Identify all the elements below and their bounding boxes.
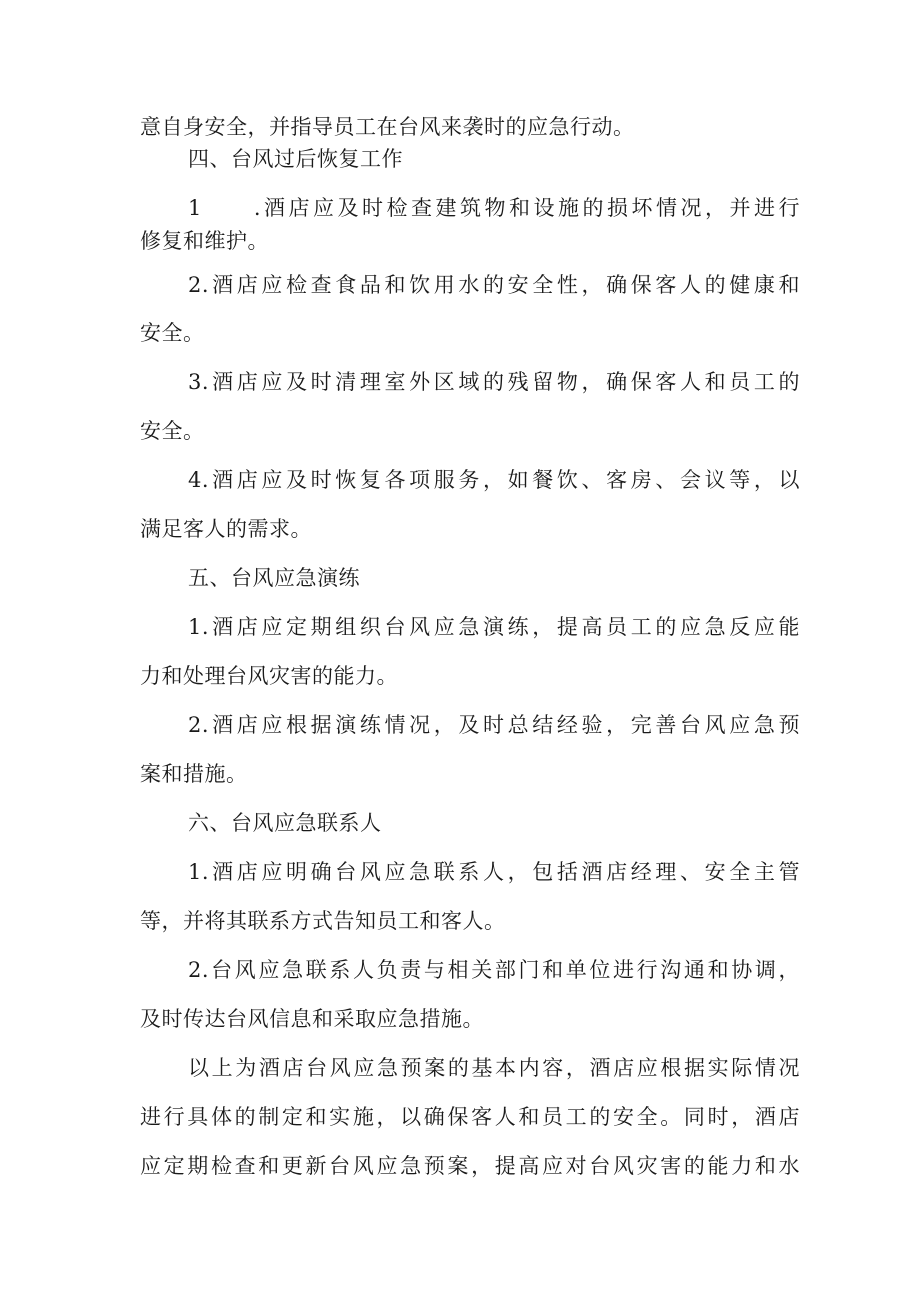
- text-line: 2.酒店应根据演练情况，及时总结经验，完善台风应急预: [188, 713, 800, 737]
- text-line: 4.酒店应及时恢复各项服务，如餐饮、客房、会议等，以: [188, 468, 800, 492]
- text-line: 安全。: [140, 419, 205, 443]
- section-heading: 五、台风应急演练: [188, 566, 360, 590]
- text-line: 满足客人的需求。: [140, 517, 312, 541]
- text-line: 案和措施。: [140, 762, 248, 786]
- text-line: 1.酒店应定期组织台风应急演练，提高员工的应急反应能: [188, 615, 800, 639]
- text-line: 安全。: [140, 321, 205, 345]
- section-heading: 四、台风过后恢复工作: [188, 147, 403, 171]
- text-line: 应定期检查和更新台风应急预案，提高应对台风灾害的能力和水: [140, 1154, 800, 1178]
- text-line: 2.台风应急联系人负责与相关部门和单位进行沟通和协调，: [188, 958, 800, 982]
- section-heading: 六、台风应急联系人: [188, 811, 382, 835]
- text-line: 2.酒店应检查食品和饮用水的安全性，确保客人的健康和: [188, 273, 800, 297]
- text-line: 进行具体的制定和实施，以确保客人和员工的安全。同时，酒店: [140, 1105, 800, 1129]
- text-line: 等，并将其联系方式告知员工和客人。: [140, 909, 506, 933]
- text-line: 意自身安全，并指导员工在台风来袭时的应急行动。: [140, 115, 635, 139]
- text-line: 1 .酒店应及时检查建筑物和设施的损坏情况，并进行: [188, 196, 800, 220]
- text-line: 及时传达台风信息和采取应急措施。: [140, 1007, 484, 1031]
- text-line: 1.酒店应明确台风应急联系人，包括酒店经理、安全主管: [188, 860, 800, 884]
- text-line: 力和处理台风灾害的能力。: [140, 664, 398, 688]
- text-line: 3.酒店应及时清理室外区域的残留物，确保客人和员工的: [188, 370, 800, 394]
- text-line: 修复和维护。: [140, 229, 269, 253]
- text-line: 以上为酒店台风应急预案的基本内容，酒店应根据实际情况: [188, 1056, 800, 1080]
